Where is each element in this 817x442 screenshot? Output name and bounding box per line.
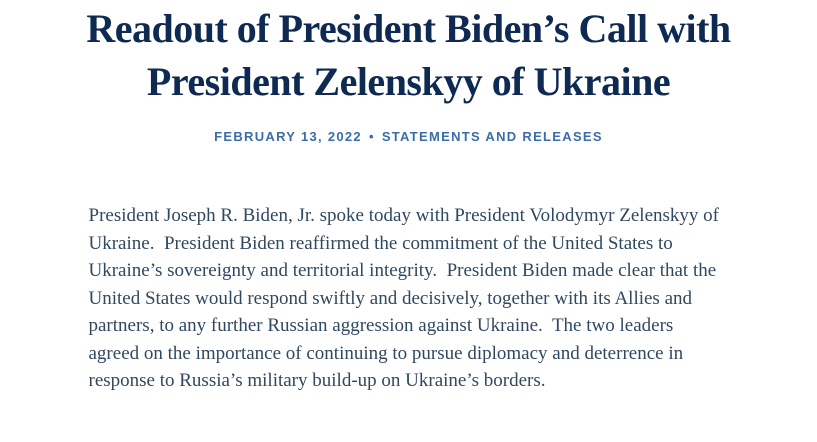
article-paragraph: President Joseph R. Biden, Jr. spoke today with President Volodymyr Zelenskyy of Ukraine. President Biden reaffirmed the commitment of the United States to Ukraine’s sovereignty and territorial integrity. President Biden made clear that the United States would respond swiftly and decisively, together with its Allies and partners, to any further Russian aggression against Ukraine. The two leaders agreed on the importance of continuing to pursue diplomacy and deterrence in response to Russia’s military build-up on Ukraine’s borders. [88, 205, 724, 391]
page-title: Readout of President Biden’s Call with President Zelenskyy of Ukraine [86, 6, 731, 104]
meta-separator-dot: • [368, 129, 375, 144]
article-date: FEBRUARY 13, 2022 [214, 129, 362, 144]
category-link-statements-and-releases[interactable]: STATEMENTS AND RELEASES [381, 129, 603, 144]
article-meta [0, 129, 817, 145]
